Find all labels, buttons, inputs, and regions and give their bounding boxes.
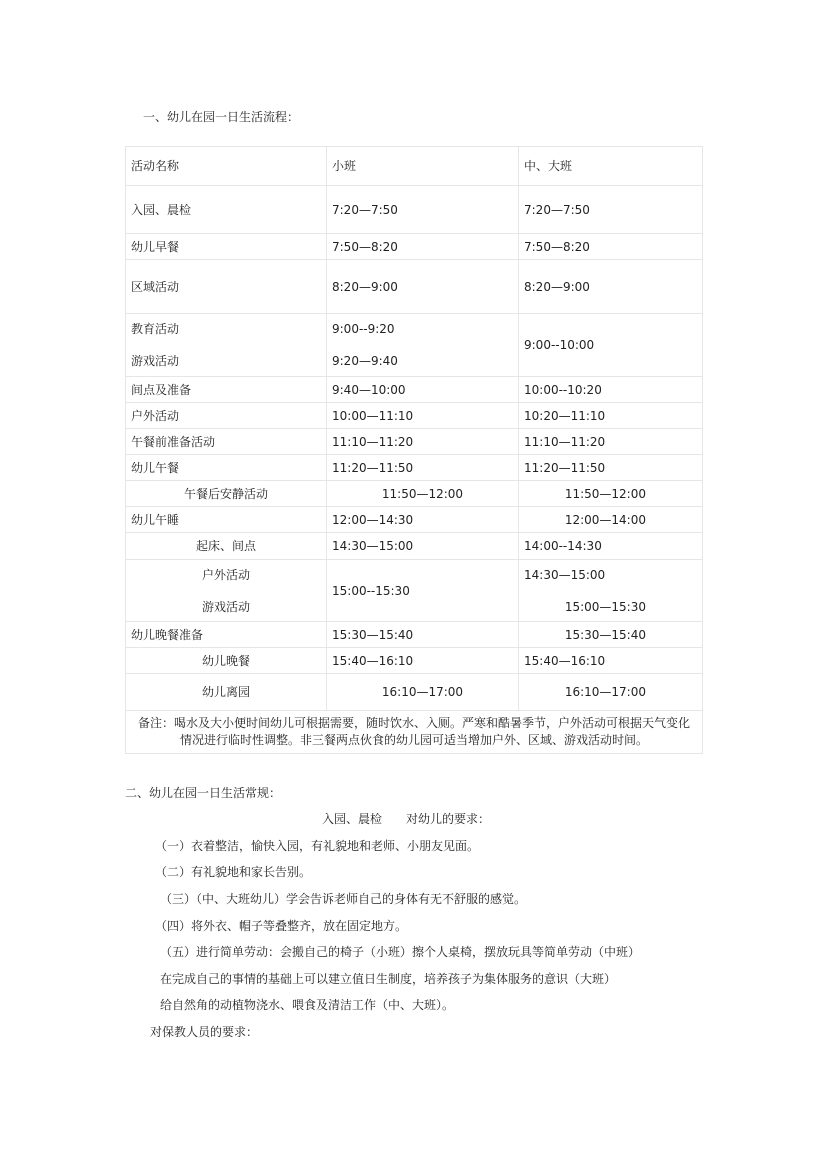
schedule-table — [125, 146, 703, 754]
activity-cell: 间点及准备 — [126, 377, 327, 403]
activity-cell: 午餐后安静活动 — [126, 481, 327, 507]
header-small: 小班 — [327, 147, 519, 186]
small-time-cell: 8:20—9:00 — [327, 260, 519, 314]
requirement-item: 给自然角的动植物浇水、喂食及清洁工作（中、大班）。 — [160, 998, 455, 1012]
staff-heading: 对保教人员的要求： — [150, 1025, 259, 1039]
small-time-cell: 7:50—8:20 — [327, 234, 519, 260]
table-row — [126, 234, 703, 260]
table-row — [126, 648, 703, 674]
table-row — [126, 674, 703, 711]
activity-cell: 幼儿晚餐准备 — [126, 622, 327, 648]
section1-title: 一、幼儿在园一日生活流程： — [143, 110, 300, 124]
large-time-cell: 11:20—11:50 — [519, 455, 703, 481]
header-large: 中、大班 — [519, 147, 703, 186]
entry-subheading: 入园、晨检 对幼儿的要求： — [322, 812, 491, 826]
activity-label-2: 游戏活动 — [201, 599, 250, 614]
table-header-row — [126, 147, 703, 186]
section2-title: 二、幼儿在园一日生活常规： — [125, 786, 282, 800]
table-note: 备注：喝水及大小便时间幼儿可根据需要，随时饮水、入厕。严寒和酷暑季节，户外活动可根据天气变化情况进行临时性调整。非三餐两点伙食的幼儿园可适当增加户外、区域、游戏活动时间。 — [126, 711, 703, 754]
small-time-cell: 15:40—16:10 — [327, 648, 519, 674]
large-time-cell: 10:20—11:10 — [519, 403, 703, 429]
large-time-cell: 15:40—16:10 — [519, 648, 703, 674]
table-row — [126, 260, 703, 314]
small-time-2: 9:20—9:40 — [332, 354, 398, 368]
header-activity: 活动名称 — [126, 147, 327, 186]
small-time-cell: 16:10—17:00 — [327, 674, 519, 711]
activity-cell: 起床、间点 — [126, 533, 327, 560]
table-row — [126, 560, 703, 622]
requirement-item: （一）衣着整洁，愉快入园，有礼貌地和老师、小朋友见面。 — [155, 839, 480, 853]
small-time-cell: 9:40—10:00 — [327, 377, 519, 403]
small-time-cell — [327, 314, 519, 377]
activity-cell: 幼儿离园 — [126, 674, 327, 711]
activity-cell — [126, 560, 327, 622]
large-time-cell: 7:50—8:20 — [519, 234, 703, 260]
table-row — [126, 533, 703, 560]
table-row — [126, 429, 703, 455]
table-row — [126, 481, 703, 507]
small-time-cell: 12:00—14:30 — [327, 507, 519, 533]
small-time-cell: 15:30—15:40 — [327, 622, 519, 648]
requirement-item: （五）进行简单劳动：会搬自己的椅子（小班）擦个人桌椅，摆放玩具等简单劳动（中班） — [160, 945, 641, 959]
large-time-cell: 14:00--14:30 — [519, 533, 703, 560]
table-row — [126, 403, 703, 429]
table-note-row — [126, 711, 703, 754]
small-time-cell: 11:50—12:00 — [327, 481, 519, 507]
requirement-item: 在完成自己的事情的基础上可以建立值日生制度，培养孩子为集体服务的意识（大班） — [160, 972, 617, 986]
large-time-cell: 7:20—7:50 — [519, 186, 703, 234]
large-time-cell — [519, 560, 703, 622]
activity-cell — [126, 314, 327, 377]
activity-label-2: 游戏活动 — [131, 354, 180, 368]
activity-cell: 幼儿晚餐 — [126, 648, 327, 674]
small-time-stack — [332, 321, 513, 369]
requirement-item: （二）有礼貌地和家长告别。 — [155, 865, 312, 879]
activity-label: 户外活动 — [201, 567, 250, 582]
requirement-item: （四）将外衣、帽子等叠整齐，放在固定地方。 — [155, 919, 408, 933]
large-time-2: 15:00—15:30 — [564, 599, 646, 614]
large-time-stack — [524, 567, 697, 615]
small-time-cell: 15:00--15:30 — [327, 560, 519, 622]
activity-cell: 户外活动 — [126, 403, 327, 429]
large-time-cell: 16:10—17:00 — [519, 674, 703, 711]
table-row — [126, 622, 703, 648]
activity-cell: 入园、晨检 — [126, 186, 327, 234]
large-time-cell: 11:50—12:00 — [519, 481, 703, 507]
small-time-cell: 14:30—15:00 — [327, 533, 519, 560]
small-time: 9:00--9:20 — [332, 322, 395, 336]
large-time-cell: 11:10—11:20 — [519, 429, 703, 455]
table-row — [126, 507, 703, 533]
small-time-cell: 11:20—11:50 — [327, 455, 519, 481]
large-time-cell: 9:00--10:00 — [519, 314, 703, 377]
table-row — [126, 186, 703, 234]
activity-cell: 幼儿早餐 — [126, 234, 327, 260]
table-row — [126, 377, 703, 403]
table-row — [126, 455, 703, 481]
activity-cell: 幼儿午睡 — [126, 507, 327, 533]
activity-cell: 区域活动 — [126, 260, 327, 314]
small-time-cell: 7:20—7:50 — [327, 186, 519, 234]
small-time-cell: 10:00—11:10 — [327, 403, 519, 429]
large-time-cell: 15:30—15:40 — [519, 622, 703, 648]
large-time-cell: 10:00--10:20 — [519, 377, 703, 403]
small-time-cell: 11:10—11:20 — [327, 429, 519, 455]
activity-stack — [131, 321, 321, 369]
large-time-cell: 12:00—14:00 — [519, 507, 703, 533]
activity-stack — [131, 567, 321, 615]
large-time-cell: 8:20—9:00 — [519, 260, 703, 314]
table-row — [126, 314, 703, 377]
activity-cell: 幼儿午餐 — [126, 455, 327, 481]
requirement-item: （三）（中、大班幼儿）学会告诉老师自己的身体有无不舒服的感觉。 — [160, 892, 527, 906]
activity-label: 教育活动 — [131, 322, 180, 336]
large-time: 14:30—15:00 — [524, 567, 606, 582]
activity-cell: 午餐前准备活动 — [126, 429, 327, 455]
